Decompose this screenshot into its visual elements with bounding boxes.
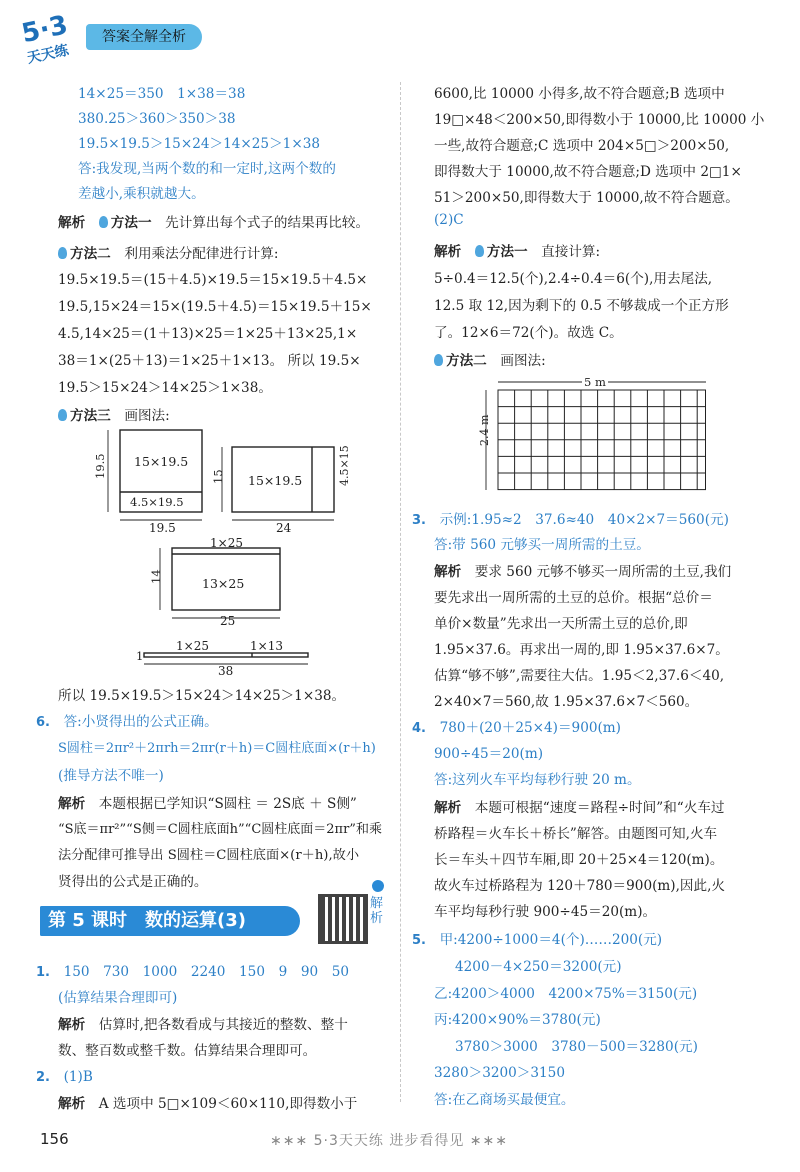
answer-line: 乙:4200＞4000 4200×75%＝3150(元) <box>434 986 698 1002</box>
page-header <box>19 10 324 70</box>
rect-label: 4.5×19.5 <box>130 495 184 509</box>
text-line: 19□×48＜200×50,即得数小于 10000,比 10000 小 <box>434 112 765 128</box>
page-footer <box>0 1124 800 1154</box>
answer-line: 答:我发现,当两个数的和一定时,这两个数的 <box>78 161 336 177</box>
rect-1-by-38 <box>144 653 308 657</box>
answer-line: 3280＞3200＞3150 <box>434 1065 565 1081</box>
answer-line: 4200－4×250＝3200(元) <box>455 959 622 975</box>
rect-label: 13×25 <box>202 576 245 591</box>
text-line: 单价×数量”先求出一天所需土豆的总价,即 <box>434 616 688 632</box>
question-6-answer: 6. 答:小贤得出的公式正确。 <box>36 714 218 730</box>
text-line: 估算“够不够”,需要往大估。1.95＜2,37.6＜40, <box>434 668 725 684</box>
text-line: 5÷0.4＝12.5(个),2.4÷0.4＝6(个),用去尾法, <box>434 271 713 287</box>
answer-line: 答:在乙商场买最便宜。 <box>434 1092 575 1108</box>
grid-height-label: 2.4 m <box>478 414 491 446</box>
answer-line: 丙:4200×90%＝3780(元) <box>434 1012 601 1028</box>
page-number: 156 <box>40 1130 69 1148</box>
text-line: 12.5 取 12,因为剩下的 0.5 不够裁成一个正方形 <box>434 298 729 314</box>
explanation-line: 解析 方法一 先计算出每个式子的结果再比较。 <box>58 215 370 231</box>
dim-label: 24 <box>276 521 292 535</box>
text-line: 故火车过桥路程为 120＋780＝900(m),因此,火 <box>434 878 726 894</box>
rect-label: 1×25 <box>176 639 209 653</box>
text-line: 即得数大于 10000,故不符合题意;D 选项中 2□1× <box>434 164 742 180</box>
text-line: 一些,故符合题意;C 选项中 204×5□＞200×50, <box>434 138 730 154</box>
explanation-line: 解析 估算时,把各数看成与其接近的整数、整十 <box>58 1017 348 1033</box>
footer-slogan: ∗∗∗ 5·3天天练 进步看得见 ∗∗∗ <box>270 1133 508 1149</box>
question-5-answer: 5. 甲:4200÷1000＝4(个)……200(元) <box>412 932 663 948</box>
text-line: 51＞200×50,即得数大于 10000,故不符合题意。 <box>434 190 739 206</box>
rect-label: 1×25 <box>210 536 243 550</box>
text-line: “S底＝πr²”“S侧＝C圆柱底面h”“C圆柱底面＝2πr”和乘 <box>58 822 382 837</box>
answer-line: 答:这列火车平均每秒行驶 20 m。 <box>434 772 641 788</box>
rect-label: 1×13 <box>250 639 283 653</box>
explanation-line: 解析 方法一 直接计算: <box>434 244 601 260</box>
rect-label: 4.5×15 <box>338 445 351 486</box>
answer-line: 380.25＞360＞350＞38 <box>78 111 236 127</box>
section-banner: 答案全解全析 <box>86 24 202 50</box>
text-line: 4.5,14×25＝(1＋13)×25＝1×25＋13×25,1× <box>58 326 358 342</box>
answer-line: 19.5×19.5＞15×24＞14×25＞1×38 <box>78 136 321 152</box>
dim-label: 15 <box>211 469 225 484</box>
rect-label: 15×19.5 <box>248 473 303 488</box>
dim-label: 1 <box>136 649 144 663</box>
qr-label: 解析 <box>370 896 384 926</box>
answer-line: 3780＞3000 3780－500＝3280(元) <box>455 1039 698 1055</box>
text-line: 1.95×37.6。再求出一周的,即 1.95×37.6×7。 <box>434 642 729 658</box>
brand-logo: 5·3 天天练 <box>19 10 71 67</box>
column-divider <box>400 82 401 1102</box>
text-line: 法分配律可推导出 S圆柱＝C圆柱底面×(r＋h),故小 <box>58 848 360 863</box>
formula-line: S圆柱＝2πr²＋2πrh＝2πr(r＋h)＝C圆柱底面×(r＋h) <box>58 741 376 756</box>
note-line: (推导方法不唯一) <box>58 768 164 784</box>
text-line: 车平均每秒行驶 900÷45＝20(m)。 <box>434 904 657 920</box>
area-model-figure <box>93 420 360 680</box>
question-3-answer: 3. 示例:1.95≈2 37.6≈40 40×2×7＝560(元) <box>412 512 729 528</box>
dim-label: 14 <box>149 569 163 584</box>
answer-line: 14×25＝350 1×38＝38 <box>78 86 246 102</box>
text-line: 长＝车头＋四节车厢,即 20＋25×4＝120(m)。 <box>434 852 724 868</box>
answer-line: 答:带 560 元够买一周所需的土豆。 <box>434 537 650 553</box>
answer-line: 900÷45＝20(m) <box>434 746 544 762</box>
answer-line: (2)C <box>434 212 464 228</box>
text-line: 19.5＞15×24＞14×25＞1×38。 <box>58 380 272 396</box>
explanation-line: 解析 本题可根据“速度＝路程÷时间”和“火车过 <box>434 800 725 816</box>
question-2-answer: 2. (1)B <box>36 1069 93 1085</box>
text-line: 贤得出的公式是正确的。 <box>58 874 208 890</box>
method-line: 方法二 画图法: <box>434 349 546 369</box>
dim-label: 25 <box>220 614 236 628</box>
note-line: (估算结果合理即可) <box>58 990 178 1006</box>
text-line: 19.5,15×24＝15×(19.5＋4.5)＝15×19.5＋15× <box>58 299 372 315</box>
text-line: 6600,比 10000 小得多,故不符合题意;B 选项中 <box>434 86 725 102</box>
lesson-title-bar: 第 5 课时 数的运算(3) <box>40 906 300 936</box>
rect-label: 15×19.5 <box>134 454 189 469</box>
dim-label: 19.5 <box>93 453 107 479</box>
text-line: 要先求出一周所需的土豆的总价。根据“总价＝ <box>434 590 713 606</box>
grid-figure <box>478 372 718 498</box>
question-1-answer: 1. 150 730 1000 2240 150 9 90 50 <box>36 964 350 980</box>
qr-code[interactable] <box>318 894 368 944</box>
text-line: 桥路程＝火车长＋桥长”解答。由题图可知,火车 <box>434 826 718 842</box>
explanation-line: 解析 本题根据已学知识“S圆柱 ＝ 2S底 ＋ S侧” <box>58 796 357 812</box>
question-4-answer: 4. 780＋(20＋25×4)＝900(m) <box>412 720 621 736</box>
answer-line: 差越小,乘积就越大。 <box>78 186 205 202</box>
text-line: 2×40×7＝560,故 1.95×37.6×7＜560。 <box>434 694 699 710</box>
method-line: 方法三 画图法: <box>58 404 170 424</box>
grid-width-label: 5 m <box>584 375 606 389</box>
text-line: 数、整百数或整千数。估算结果合理即可。 <box>58 1043 317 1059</box>
explanation-line: 解析 A 选项中 5□×109＜60×110,即得数小于 <box>58 1096 358 1112</box>
dim-label: 19.5 <box>149 521 176 535</box>
dim-label: 38 <box>218 664 234 678</box>
explanation-line: 解析 要求 560 元够不够买一周所需的土豆,我们 <box>434 564 732 580</box>
text-line: 所以 19.5×19.5＞15×24＞14×25＞1×38。 <box>58 688 346 704</box>
text-line: 了。12×6＝72(个)。故选 C。 <box>434 325 623 341</box>
text-line: 38＝1×(25＋13)＝1×25＋1×13。 所以 19.5× <box>58 353 361 369</box>
method-line: 方法二 利用乘法分配律进行计算: <box>58 242 279 262</box>
text-line: 19.5×19.5＝(15＋4.5)×19.5＝15×19.5＋4.5× <box>58 272 368 288</box>
play-icon[interactable] <box>372 880 384 892</box>
